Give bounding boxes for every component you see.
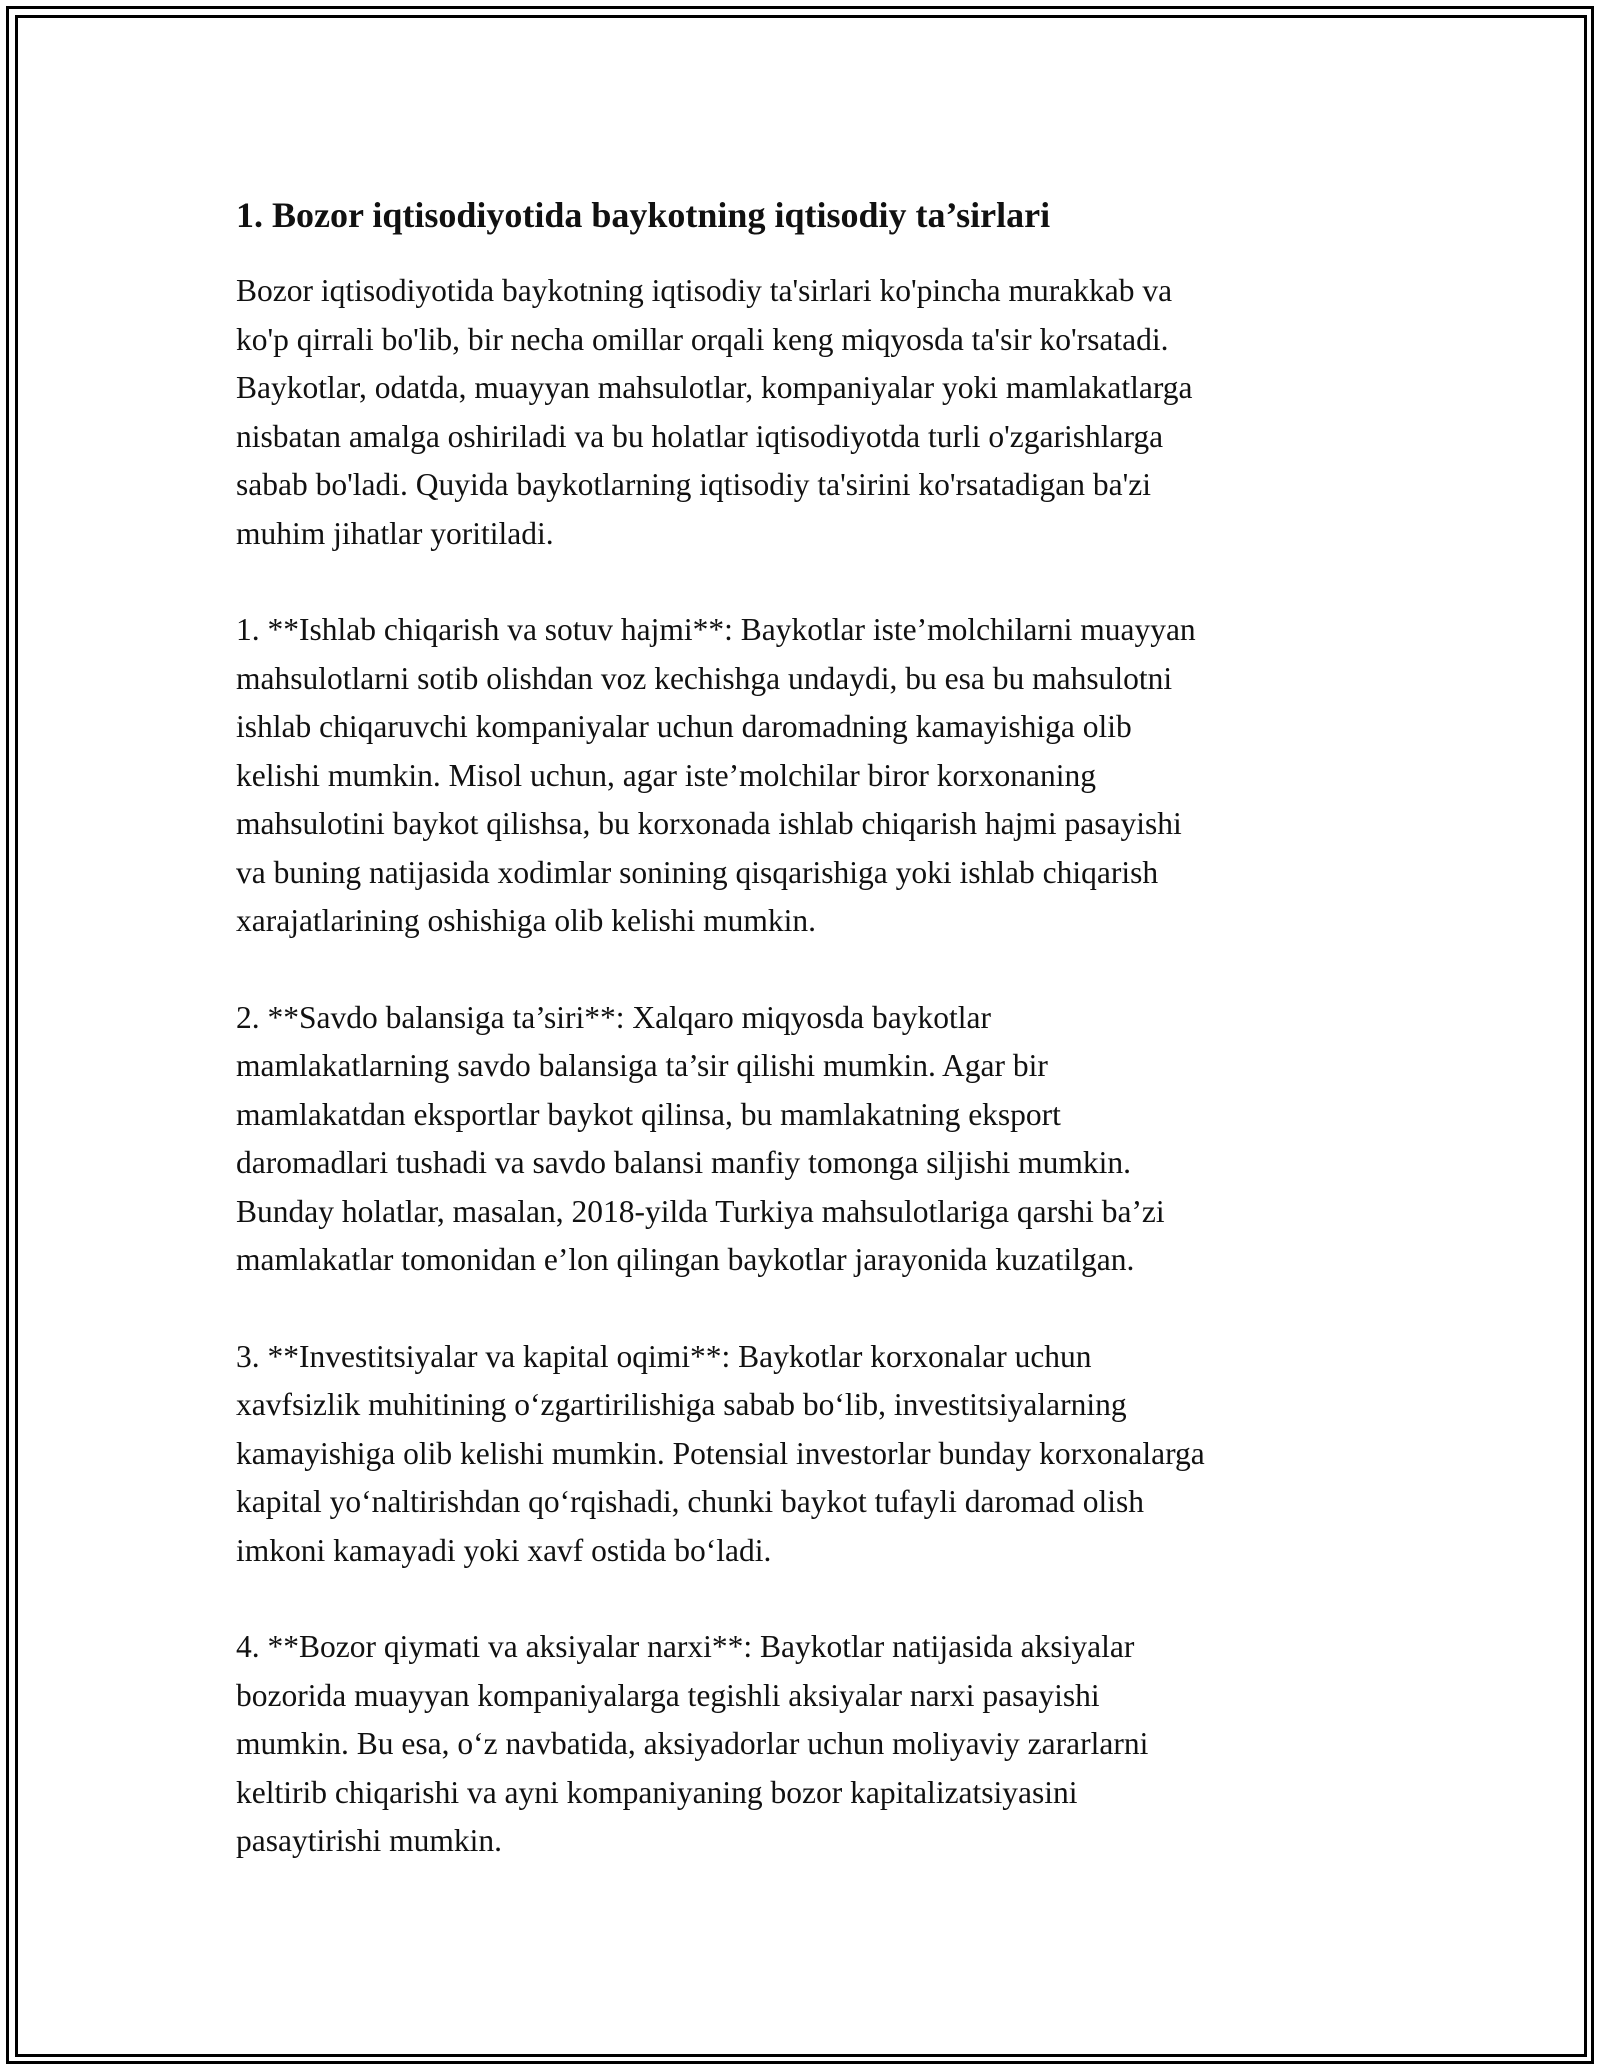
text-line: 3. **Investitsiyalar va kapital oqimi**: Baykotlar korxonalar uchun (236, 1338, 1092, 1374)
paragraph (236, 606, 1376, 946)
text-line: 1. **Ishlab chiqarish va sotuv hajmi**: Baykotlar iste’molchilarni muayyan (236, 612, 1196, 647)
text-line: mumkin. Bu esa, o‘z navbatida, aksiyadorlar uchun moliyaviy zararlarni (236, 1726, 1149, 1761)
text-line: va buning natijasida xodimlar sonining qisqarishiga yoki ishlab chiqarish (236, 854, 1159, 890)
paragraph (236, 994, 1376, 1285)
text-line: ishlab chiqaruvchi kompaniyalar uchun daromadning kamayishiga olib (236, 709, 1132, 744)
text-line: sabab bo'ladi. Quyida baykotlarning iqtisodiy ta'sirini ko'rsatadigan ba'zi (236, 467, 1152, 502)
section-heading: 1. Bozor iqtisodiyotida baykotning iqtisodiy ta’sirlari (236, 195, 1051, 235)
text-line: mahsulotlarni sotib olishdan voz kechishga undaydi, bu esa bu mahsulotni (236, 660, 1173, 696)
text-line: kelishi mumkin. Misol uchun, agar iste’molchilar biror korxonaning (236, 757, 1096, 793)
text-line: keltirib chiqarishi va ayni kompaniyaning bozor kapitalizatsiyasini (236, 1774, 1078, 1810)
paragraph (236, 1623, 1376, 1866)
text-line: mamlakatdan eksportlar baykot qilinsa, bu mamlakatning eksport (236, 1096, 1061, 1132)
text-line: xavfsizlik muhitining o‘zgartirilishiga sabab bo‘lib, investitsiyalarning (236, 1387, 1127, 1422)
text-line: xarajatlarining oshishiga olib kelishi mumkin. (236, 903, 817, 938)
text-line: nisbatan amalga oshiriladi va bu holatlar iqtisodiyotda turli o'zgarishlarga (236, 418, 1164, 454)
text-line: ko'p qirrali bo'lib, bir necha omillar orqali keng miqyosda ta'sir ko'rsatadi. (236, 321, 1169, 357)
paragraph-list (236, 267, 1376, 1866)
paragraph (236, 1333, 1376, 1576)
text-line: 2. **Savdo balansiga ta’siri**: Xalqaro miqyosda baykotlar (236, 999, 991, 1035)
text-line: bozorida muayyan kompaniyalarga tegishli aksiyalar narxi pasayishi (236, 1677, 1100, 1713)
text-line: daromadlari tushadi va savdo balansi manfiy tomonga siljishi mumkin. (236, 1145, 1131, 1180)
text-line: kamayishiga olib kelishi mumkin. Potensial investorlar bunday korxonalarga (236, 1435, 1205, 1471)
text-line: Bunday holatlar, masalan, 2018-yilda Turkiya mahsulotlariga qarshi ba’zi (236, 1193, 1165, 1229)
text-line: mahsulotini baykot qilishsa, bu korxonada ishlab chiqarish hajmi pasayishi (236, 806, 1182, 841)
text-line: imkoni kamayadi yoki xavf ostida bo‘ladi. (236, 1532, 772, 1568)
text-line: mamlakatlar tomonidan e’lon qilingan baykotlar jarayonida kuzatilgan. (236, 1242, 1135, 1277)
text-line: 4. **Bozor qiymati va aksiyalar narxi**: Baykotlar natijasida aksiyalar (236, 1629, 1135, 1664)
text-line: Baykotlar, odatda, muayyan mahsulotlar, kompaniyalar yoki mamlakatlarga (236, 370, 1193, 405)
text-line: kapital yo‘naltirishdan qo‘rqishadi, chunki baykot tufayli daromad olish (236, 1484, 1145, 1519)
document-body (236, 185, 1376, 1914)
text-line: Bozor iqtisodiyotida baykotning iqtisodiy ta'sirlari ko'pincha murakkab va (236, 273, 1173, 308)
text-line: mamlakatlarning savdo balansiga ta’sir qilishi mumkin. Agar bir (236, 1048, 1048, 1083)
paragraph (236, 267, 1376, 558)
text-line: pasaytirishi mumkin. (236, 1823, 502, 1858)
text-line: muhim jihatlar yoritiladi. (236, 515, 554, 551)
